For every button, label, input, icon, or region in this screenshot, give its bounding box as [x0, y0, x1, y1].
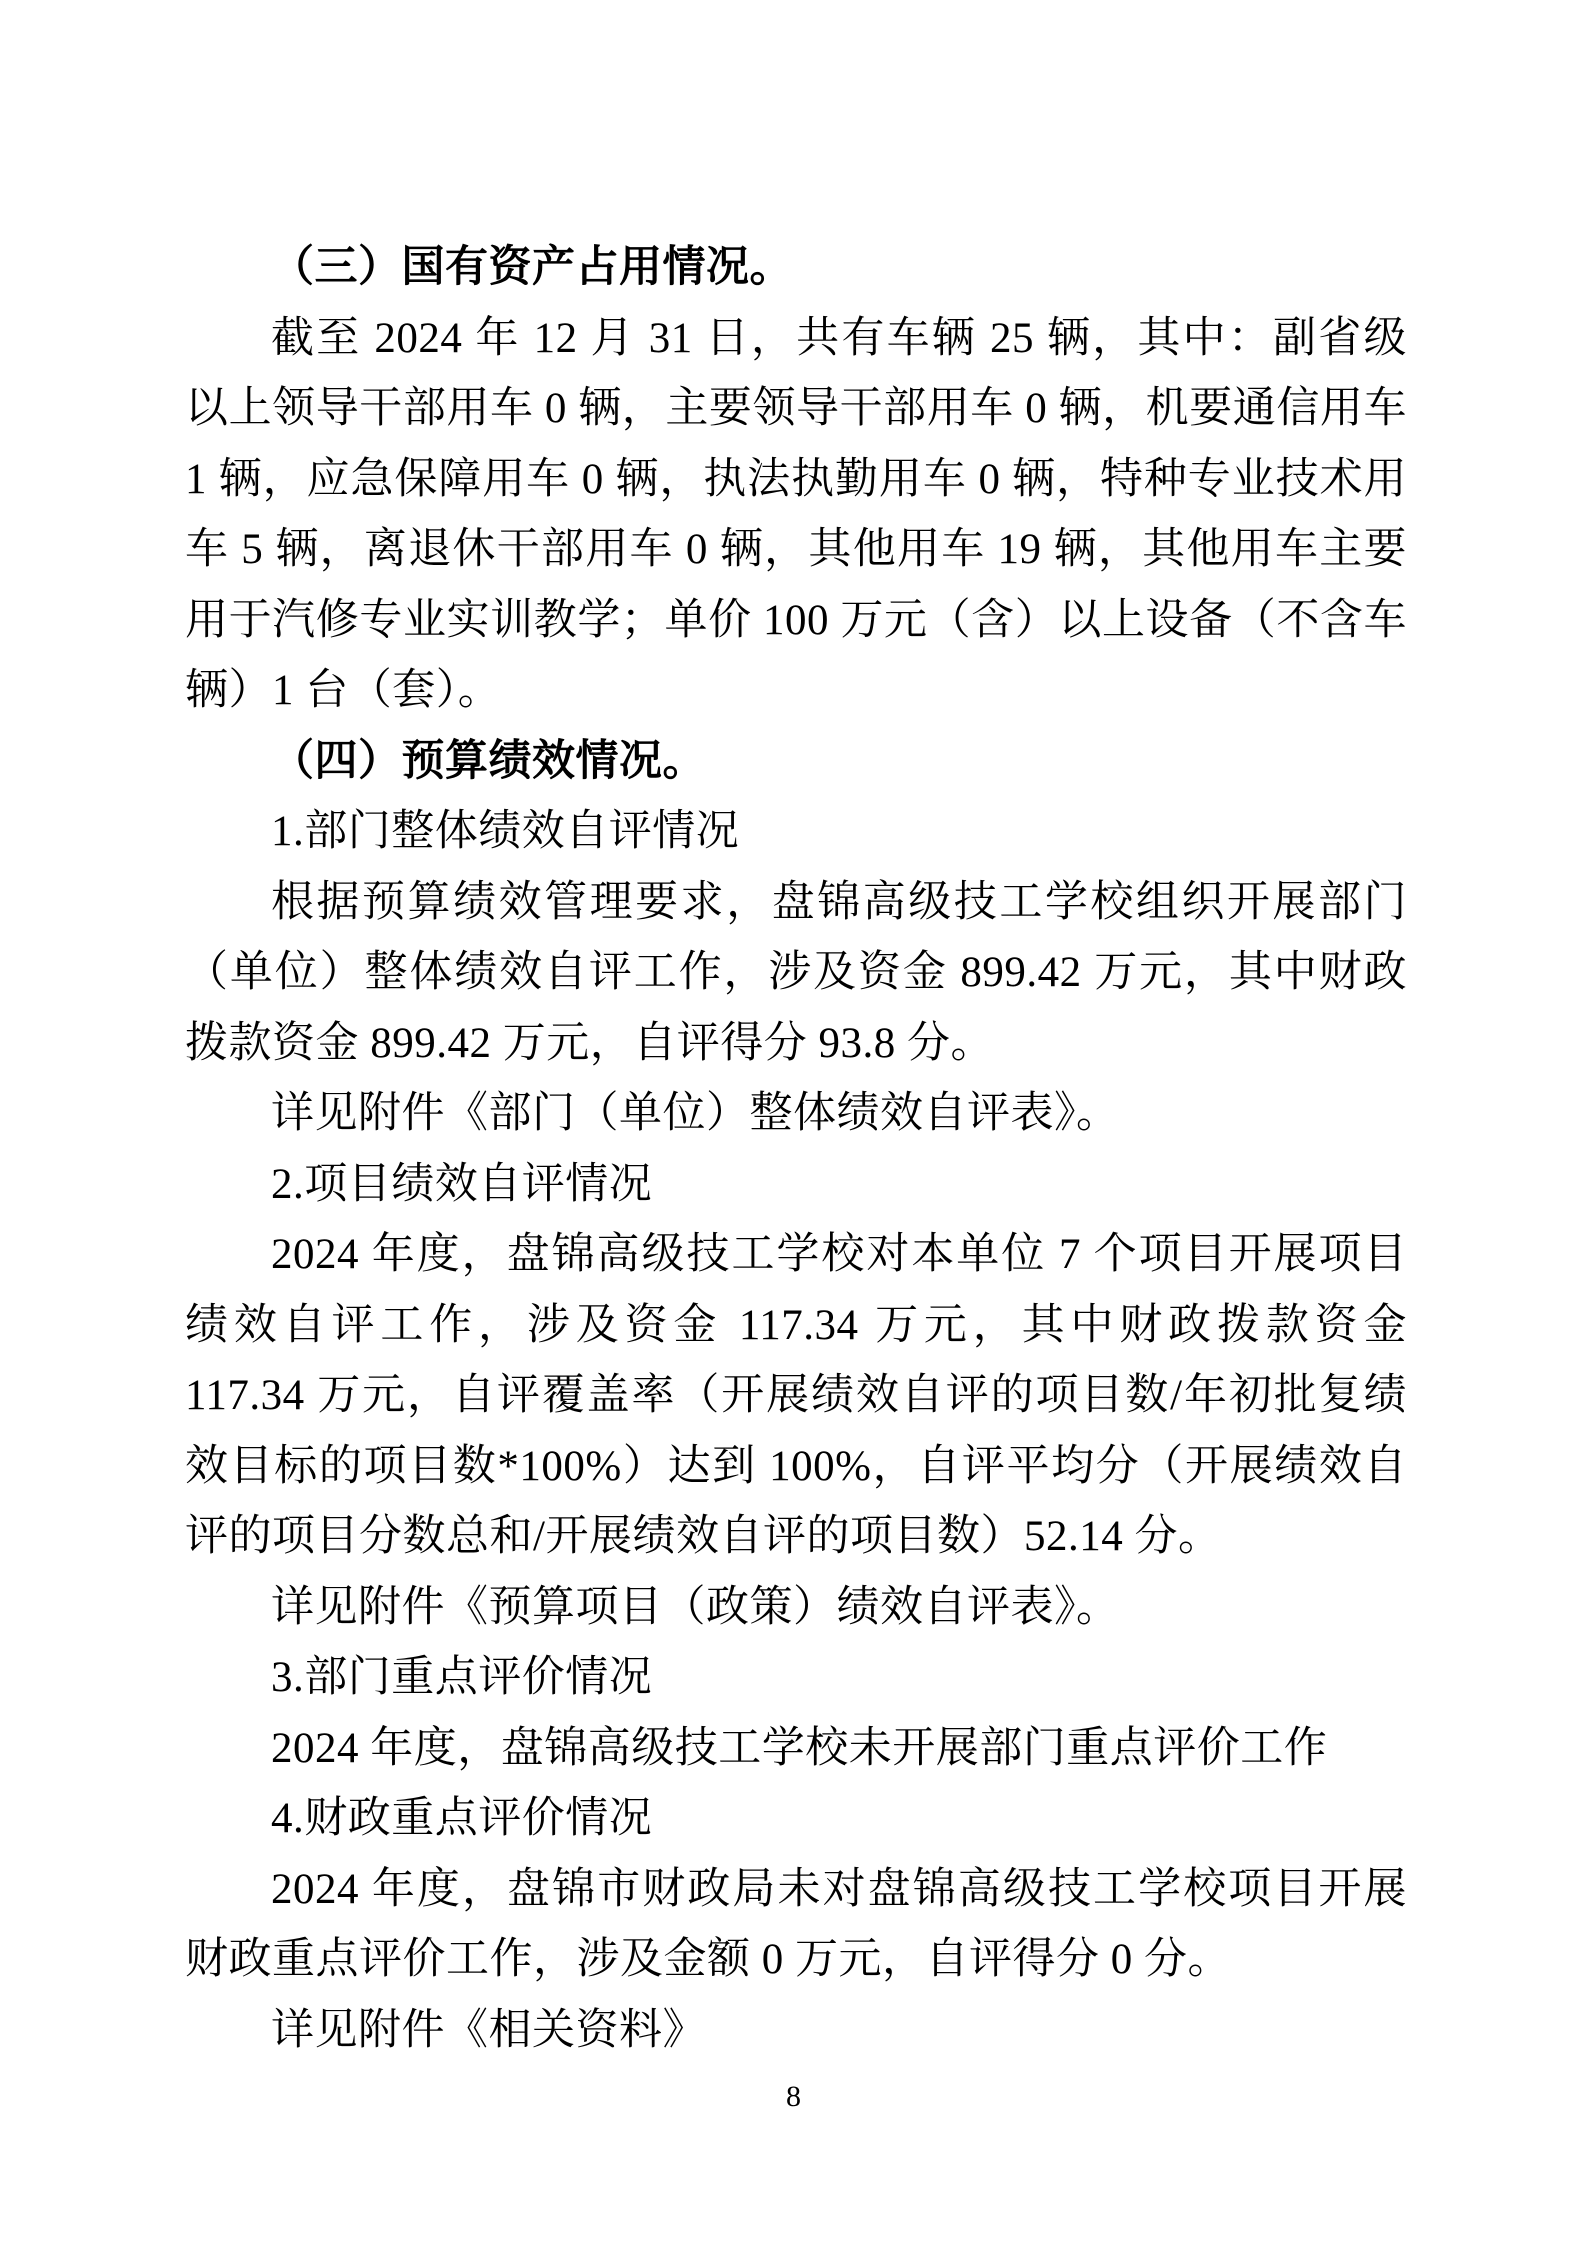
para-item1-overall-self-eval-title: 1.部门整体绩效自评情况 — [271, 808, 740, 855]
para-item2-project-self-eval-title: 2.项目绩效自评情况 — [271, 1160, 653, 1208]
document-content — [185, 233, 1407, 2066]
para-project-self-eval-detail: 2024 年度，盘锦高级技工学校对本单位 7 个项目开展项目绩效自评工作，涉及资金 117.34 万元，其中财政拨款资金 117.34 万元，自评覆盖率（开展绩效自评的项目数/年初批复绩效目标的项目数*100%）达到 100%，自评平均分（开展绩效自评的项目分数总和/开展绩效自评的项目数）52.14 分。 — [185, 1231, 1407, 1560]
page-footer — [0, 2080, 1587, 2114]
para-item4-fiscal-key-eval-title: 4.财政重点评价情况 — [271, 1795, 653, 1842]
para-fiscal-key-eval-detail: 2024 年度，盘锦市财政局未对盘锦高级技工学校项目开展财政重点评价工作，涉及金额 0 万元，自评得分 0 分。 — [185, 1865, 1407, 1983]
para-overall-self-eval-attachment-note: 详见附件《部门（单位）整体绩效自评表》。 — [271, 1090, 1120, 1137]
page-number: 8 — [786, 2080, 801, 2113]
para-asset-usage: 截至 2024 年 12 月 31 日，共有车辆 25 辆，其中：副省级以上领导干部用车 0 辆，主要领导干部用车 0 辆，机要通信用车 1 辆，应急保障用车 0 辆，执法执勤用车 0 辆，特种专业技术用车 5 辆，离退休干部用车 0 辆，其他用车 19 辆，其他用车主要用于汽修专业实训教学；单价 100 万元（含）以上设备（不含车辆）1 台（套）。 — [185, 314, 1407, 714]
para-related-material-attachment-note: 详见附件《相关资料》 — [271, 2006, 706, 2054]
para-project-self-eval-attachment-note: 详见附件《预算项目（政策）绩效自评表》。 — [271, 1583, 1120, 1631]
heading-section-four-budget-performance: （四）预算绩效情况。 — [271, 737, 706, 785]
para-overall-self-eval-detail: 根据预算绩效管理要求，盘锦高级技工学校组织开展部门（单位）整体绩效自评工作，涉及资金 899.42 万元，其中财政拨款资金 899.42 万元，自评得分 93.8 分。 — [185, 878, 1407, 1067]
para-item3-dept-key-eval-title: 3.部门重点评价情况 — [271, 1654, 653, 1701]
para-dept-key-eval-detail: 2024 年度，盘锦高级技工学校未开展部门重点评价工作 — [271, 1724, 1328, 1772]
heading-section-three-state-assets: （三）国有资产占用情况。 — [271, 244, 793, 291]
